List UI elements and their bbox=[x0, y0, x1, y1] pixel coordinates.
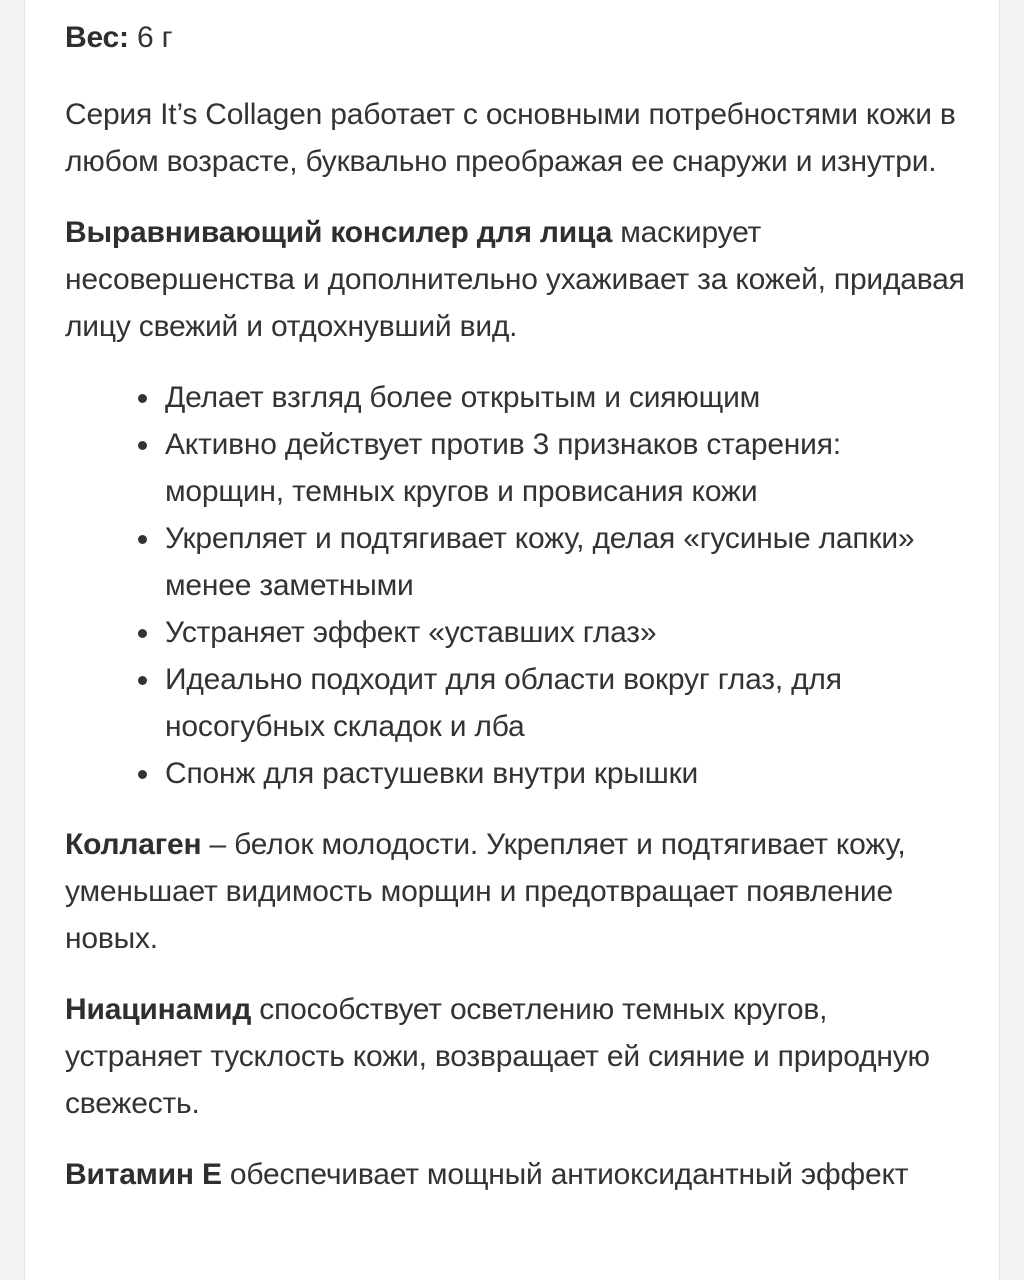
collagen-paragraph bbox=[65, 821, 965, 962]
vitamin-e-paragraph bbox=[65, 1151, 965, 1198]
collagen-text: – белок молодости. Укрепляет и подтягивает кожу, уменьшает видимость морщин и предотвращает появление новых. bbox=[65, 828, 906, 955]
list-item: Укрепляет и подтягивает кожу, делая «гусиные лапки» менее заметными bbox=[165, 515, 965, 609]
list-item: Спонж для растушевки внутри крышки bbox=[165, 750, 965, 797]
vitamin-e-text: обеспечивает мощный антиоксидантный эффект bbox=[221, 1158, 909, 1191]
niacinamide-text: способствует осветлению темных кругов, устраняет тусклость кожи, возвращает ей сияние и природную свежесть. bbox=[65, 993, 930, 1120]
concealer-title: Выравнивающий консилер для лица bbox=[65, 216, 613, 249]
intro-paragraph: Серия It’s Collagen работает с основными потребностями кожи в любом возрасте, буквально преображая ее снаружи и изнутри. bbox=[65, 98, 956, 178]
product-description bbox=[65, 14, 965, 1222]
concealer-text: маскирует несовершенства и дополнительно ухаживает за кожей, придавая лицу свежий и отдохнувший вид. bbox=[65, 216, 965, 343]
benefits-list bbox=[65, 374, 965, 797]
weight-label: Вес: bbox=[65, 21, 129, 54]
weight-line bbox=[65, 14, 965, 61]
niacinamide-title: Ниацинамид bbox=[65, 993, 252, 1026]
weight-value: 6 г bbox=[128, 21, 173, 54]
vitamin-e-title: Витамин Е bbox=[65, 1158, 222, 1191]
product-description-card bbox=[24, 0, 1000, 1280]
list-item: Делает взгляд более открытым и сияющим bbox=[165, 374, 965, 421]
concealer-paragraph bbox=[65, 209, 965, 350]
list-item: Идеально подходит для области вокруг глаз, для носогубных складок и лба bbox=[165, 656, 965, 750]
list-item: Устраняет эффект «уставших глаз» bbox=[165, 609, 965, 656]
niacinamide-paragraph bbox=[65, 986, 965, 1127]
list-item: Активно действует против 3 признаков старения: морщин, темных кругов и провисания кожи bbox=[165, 421, 965, 515]
collagen-title: Коллаген bbox=[65, 828, 202, 861]
